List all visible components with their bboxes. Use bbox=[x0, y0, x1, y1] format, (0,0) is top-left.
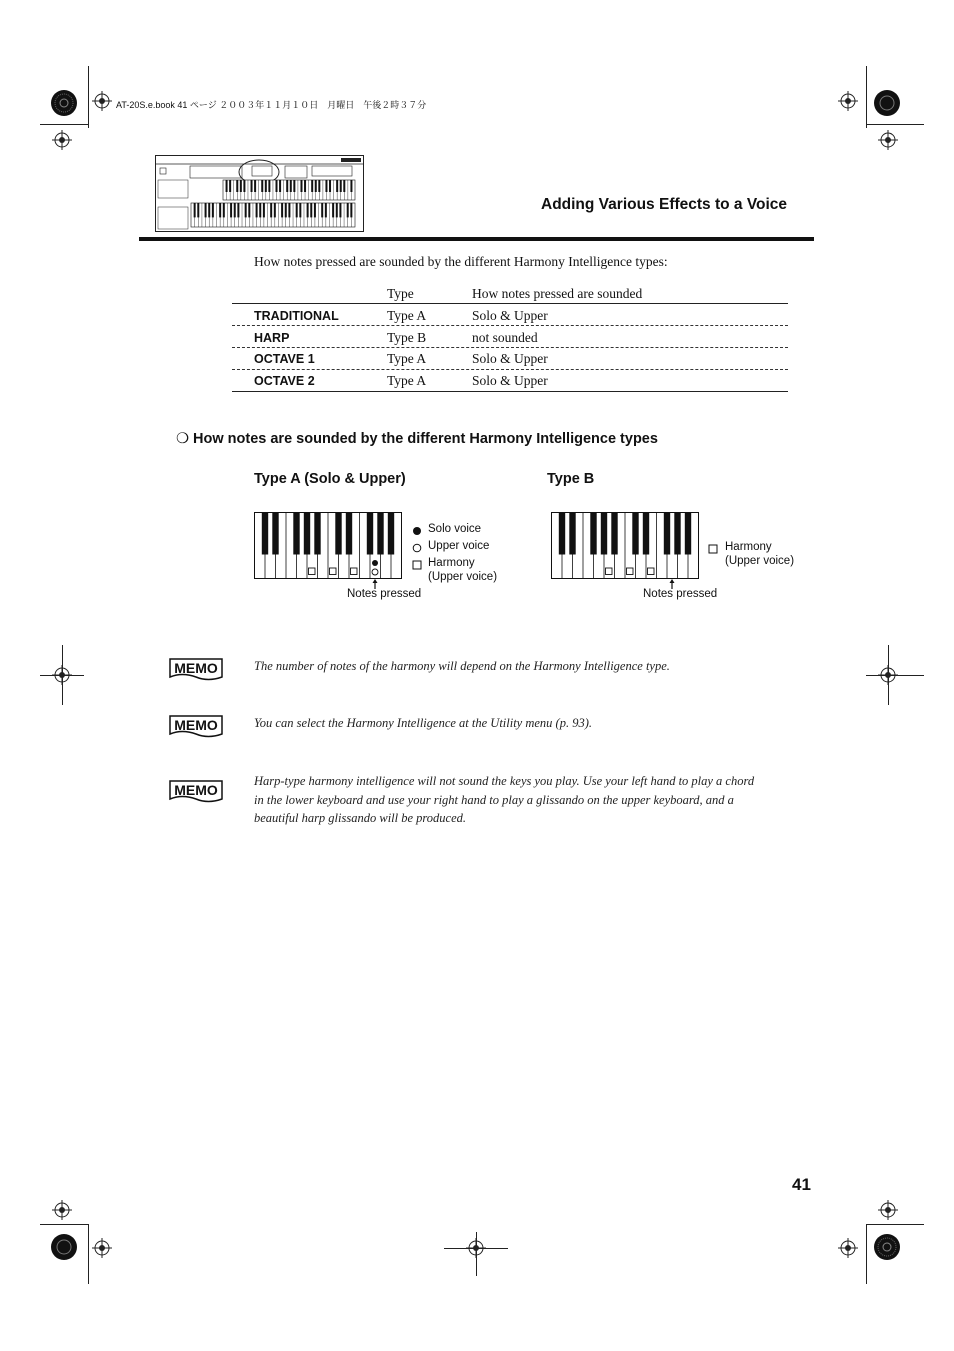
black-key bbox=[632, 513, 638, 555]
filled-circle-icon bbox=[411, 525, 423, 537]
black-key bbox=[367, 513, 373, 555]
solo-note-marker bbox=[372, 560, 378, 566]
black-key bbox=[559, 513, 565, 555]
type-b-title: Type B bbox=[547, 471, 595, 487]
open-circle-icon bbox=[411, 542, 423, 554]
black-key bbox=[377, 513, 383, 555]
print-info: AT-20S.e.book 41 ページ ２００３年１１月１０日 月曜日 午後２時３７分 bbox=[116, 100, 427, 110]
memo-label: MEMO bbox=[174, 717, 218, 733]
memo-text-2: You can select the Harmony Intelligence at the Utility menu (p. 93). bbox=[254, 716, 593, 730]
black-key bbox=[664, 513, 670, 555]
legend-solo-voice: Solo voice bbox=[428, 523, 482, 535]
harmony-note-marker bbox=[351, 568, 358, 575]
black-key bbox=[685, 513, 691, 555]
black-key bbox=[674, 513, 680, 555]
harmony-note-marker bbox=[606, 568, 613, 575]
memo-text-1: The number of notes of the harmony will depend on the Harmony Intelligence type. bbox=[254, 659, 670, 673]
black-key bbox=[601, 513, 607, 555]
black-key bbox=[272, 513, 278, 555]
legend-harmony-sub: (Upper voice) bbox=[428, 571, 498, 583]
table-row: HARP Type B not sounded bbox=[254, 330, 538, 345]
column-header-sounded: How notes pressed are sounded bbox=[472, 286, 643, 301]
upper-note-marker bbox=[372, 569, 378, 575]
black-key bbox=[643, 513, 649, 555]
table-row: OCTAVE 1 Type A Solo & Upper bbox=[254, 351, 548, 366]
black-key bbox=[569, 513, 575, 555]
black-key bbox=[335, 513, 341, 555]
legend-harmony: Harmony bbox=[428, 557, 475, 569]
harmony-note-marker bbox=[648, 568, 655, 575]
memo-label: MEMO bbox=[174, 782, 218, 798]
subheading-text: How notes are sounded by the different Harmony Intelligence types bbox=[193, 431, 658, 447]
type-a-title: Type A (Solo & Upper) bbox=[254, 471, 406, 487]
legend-upper-voice: Upper voice bbox=[428, 540, 490, 552]
table-row: TRADITIONAL Type A Solo & Upper bbox=[254, 308, 548, 323]
harmony-note-marker bbox=[627, 568, 634, 575]
memo-icon bbox=[168, 713, 224, 739]
legend-harmony-b-sub: (Upper voice) bbox=[725, 555, 795, 567]
table-header-row bbox=[232, 283, 788, 305]
legend-harmony-b: Harmony bbox=[725, 541, 772, 553]
black-key bbox=[346, 513, 352, 555]
black-key bbox=[262, 513, 268, 555]
organ-panel-illustration bbox=[155, 155, 364, 232]
memo-text-3: Harp-type harmony intelligence will not sound the keys you play. Use your left hand to play a chord in the lower keyboard and use your right hand to play a glissando on the upper keyboard, and a beautiful harp glissando will be produced. bbox=[254, 774, 755, 825]
memo-label: MEMO bbox=[174, 660, 218, 676]
bullet-icon: ❍ bbox=[176, 431, 189, 447]
type-b-caption: Notes pressed bbox=[643, 588, 718, 600]
intro-text: How notes pressed are sounded by the different Harmony Intelligence types: bbox=[254, 254, 668, 269]
harmony-note-marker bbox=[330, 568, 337, 575]
header-rule bbox=[139, 237, 814, 241]
black-key bbox=[293, 513, 299, 555]
black-key bbox=[314, 513, 320, 555]
table-row: OCTAVE 2 Type A Solo & Upper bbox=[254, 373, 548, 388]
black-key bbox=[304, 513, 310, 555]
memo-icon bbox=[168, 778, 224, 804]
memo-icon bbox=[168, 656, 224, 682]
type-a-caption: Notes pressed bbox=[347, 588, 422, 600]
open-square-icon bbox=[707, 543, 719, 555]
subheading bbox=[176, 431, 658, 447]
open-square-icon bbox=[411, 559, 423, 571]
harmony-note-marker bbox=[309, 568, 316, 575]
black-key bbox=[611, 513, 617, 555]
type-a-keyboard bbox=[254, 512, 402, 590]
black-key bbox=[388, 513, 394, 555]
page-number: 41 bbox=[792, 1175, 811, 1194]
section-title: Adding Various Effects to a Voice bbox=[541, 196, 788, 213]
type-b-keyboard bbox=[551, 512, 699, 590]
black-key bbox=[590, 513, 596, 555]
column-header-type: Type bbox=[387, 286, 414, 301]
